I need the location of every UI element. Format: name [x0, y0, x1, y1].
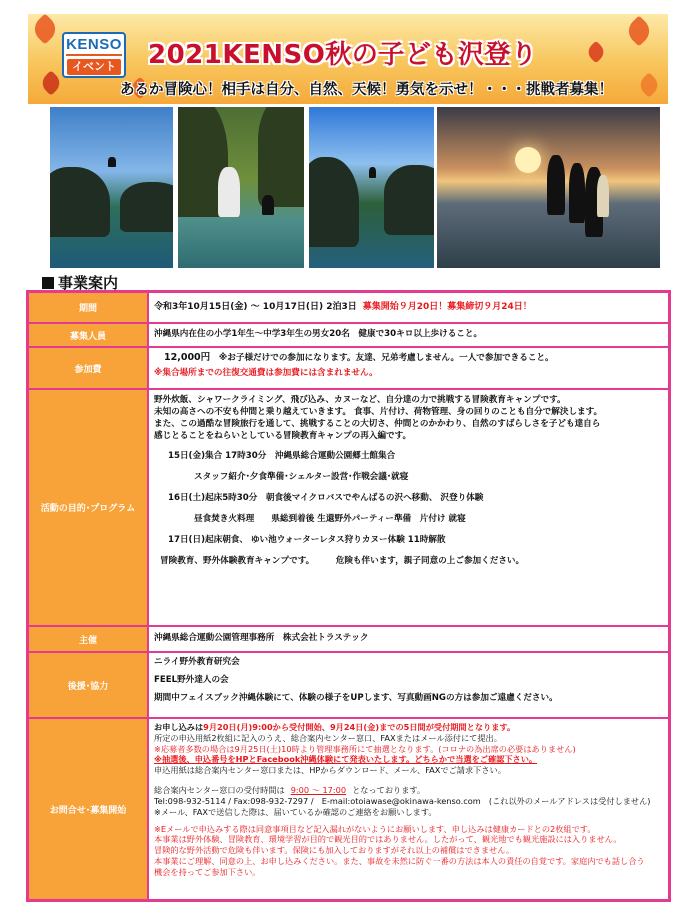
contact-line: ※メール、FAXで送信した際は、届いているか確認のご連絡をお願いします。: [154, 806, 437, 817]
support-line: ニライ野外教育研究会: [154, 657, 240, 667]
section-title: 事業案内: [42, 272, 118, 293]
program-day1-detail: スタッフ紹介･夕食準備･シェルター設営･作戦会議･就寝: [194, 472, 409, 483]
row-label: 主催: [29, 627, 149, 651]
program-footer: 冒険教育、野外体験教育キャンプです。 危険も伴います，親子同意の上ご参加ください。: [160, 555, 525, 566]
program-intro-line: 未知の高さへの不安も仲間と乗り越えていきます。 食事、片付け、荷物管理、身の回りのことも自分で解決します。: [154, 406, 603, 417]
maple-leaf-icon: [585, 41, 608, 64]
header-banner: [28, 14, 668, 104]
row-label: 参加費: [29, 348, 149, 388]
logo-text: KENSO: [66, 36, 122, 53]
program-intro-line: また、この過酷な冒険旅行を通して、挑戦することの大切さ、仲間とのかかわり、自然のすばらしさを子ども達自ら: [154, 418, 601, 429]
program-day3: 17日(日)起床朝食、 ゆい池ウォーターレタス狩りカヌー体験 11時解散: [168, 534, 446, 545]
period-text: 令和3年10月15日(金) ～ 10月17日(日) 2泊3日: [154, 302, 357, 313]
row-period: [29, 293, 668, 324]
page-title: 2021KENSO秋の子ども沢登り: [148, 40, 538, 70]
row-organizer: [29, 627, 668, 653]
contact-note: ※Eメールで申込みする際は同意事項目など記入漏れがないようにお願いします、申し込みは健康カードとの2枚組です。: [154, 823, 596, 834]
info-table: [26, 290, 671, 902]
apply-prefix: お申し込みは: [154, 722, 204, 732]
row-label: 期間: [29, 293, 149, 322]
contact-line: ※抽選後、申込番号をHPとFacebook沖縄体験にて発表いたします。どちらかで当選をご確認下さい。: [154, 754, 538, 765]
support-line: FEEL野外達人の会: [154, 674, 229, 685]
organizer-text: 沖縄県総合運動公園管理事務所 株式会社トラステック: [154, 633, 369, 644]
kenso-logo: [62, 32, 126, 78]
photo-cliff-jump-1: [50, 107, 173, 268]
contact-tel: Tel:098-932-5114 / Fax:098-932-7297 / E-mail:otoiawase@okinawa-kenso.com (これ以外のメールアドレスは受付しません): [154, 795, 651, 806]
hours-suffix: となっております。: [352, 785, 426, 796]
program-intro-line: 感じとることをねらいとしている冒険教育キャンプの再入編です。: [154, 430, 412, 441]
period-note: 募集開始９月20日！募集締切９月24日！: [362, 302, 532, 313]
fee-note: ※集合場所までの往復交通費は参加費には含まれません。: [154, 367, 378, 378]
row-label: 後援･協力: [29, 653, 149, 717]
row-label: お問合せ･募集開始: [29, 719, 149, 899]
photo-river-wading: [178, 107, 304, 268]
maple-leaf-icon: [38, 70, 63, 95]
photo-sunset-group: [437, 107, 660, 268]
maple-leaf-icon: [623, 15, 654, 46]
contact-line: 所定の申込用紙2枚組に記入のうえ、総合案内センター窓口、FAXまたはメール添付にて提出。: [154, 732, 502, 743]
logo-event-label: イベント: [67, 59, 121, 75]
program-day2: 16日(土)起床5時30分 朝食後マイクロバスでやんばるの沢へ移動、 沢登り体験: [168, 493, 484, 504]
contact-note: 機会を持ってご参加下さい。: [154, 866, 261, 877]
program-intro-line: 野外炊飯、シャワークライミング、飛び込み、カヌーなど、自分達の力で挑戦する冒険教育キャンプです。: [154, 395, 566, 405]
contact-line: 申込用紙は総合案内センター窓口または、HPからダウンロード、メール、FAXでご請求下さい。: [154, 765, 506, 776]
row-recruit: [29, 324, 668, 348]
maple-leaf-icon: [636, 72, 661, 97]
row-label: 活動の目的･プログラム: [29, 390, 149, 625]
program-day1: 15日(金)集合 17時30分 沖縄県総合運動公園郷土館集合: [168, 451, 396, 462]
recruit-text: 沖縄県内在住の小学1年生～中学3年生の男女20名 健康で30キロ以上歩けること。: [154, 329, 483, 340]
program-day2-detail: 昼食焚き火料理 県総到着後 生還野外パーティー準備 片付け 就寝: [194, 514, 466, 525]
contact-note: 冒険的な野外活動で危険も伴います。保険にも加入しておりますがそれ以上の補償はできません。: [154, 845, 515, 856]
row-label: 募集人員: [29, 324, 149, 346]
page-subtitle: あるか冒険心！相手は自分、自然、天候！勇気を示せ！・・・挑戦者募集！: [120, 82, 613, 98]
row-contact: [29, 719, 668, 899]
photo-cliff-jump-2: [309, 107, 434, 268]
contact-note: 本事業は野外体験、冒険教育、環境学習が目的で観光目的ではありません。したがって、観光地でも観光施設には入りません。: [154, 834, 622, 845]
contact-line: ※応募者多数の場合は9月25日(土)10時より管理事務所にて抽選となります。(コロナの為出席の必要はありません): [154, 743, 576, 754]
row-program: [29, 390, 668, 627]
fee-text: ※お子様だけでの参加になります。友達、兄弟考慮しません。一人で参加できること。: [218, 353, 554, 363]
contact-note: 本事業にご理解、同意の上、お申し込みください。また、事故を未然に防ぐ一番の方法は本人の責任の自覚です。家庭内でも話し合う: [154, 856, 645, 867]
row-support: [29, 653, 668, 719]
maple-leaf-icon: [29, 14, 60, 45]
row-fee: [29, 348, 668, 390]
support-line: 期間中フェイスブック沖縄体験にて、体験の様子をUPします、写真動画NGの方は参加ご遠慮ください。: [154, 692, 558, 703]
reception-hours: 9:00 ～ 17:00: [290, 785, 347, 796]
fee-amount: 12,000円: [164, 352, 211, 363]
hours-prefix: 総合案内センター窓口の受付時間は: [154, 785, 285, 796]
apply-period: 9月20日(月)9:00から受付開始、9月24日(金)までの5日間が受付期間となります。: [203, 722, 516, 732]
